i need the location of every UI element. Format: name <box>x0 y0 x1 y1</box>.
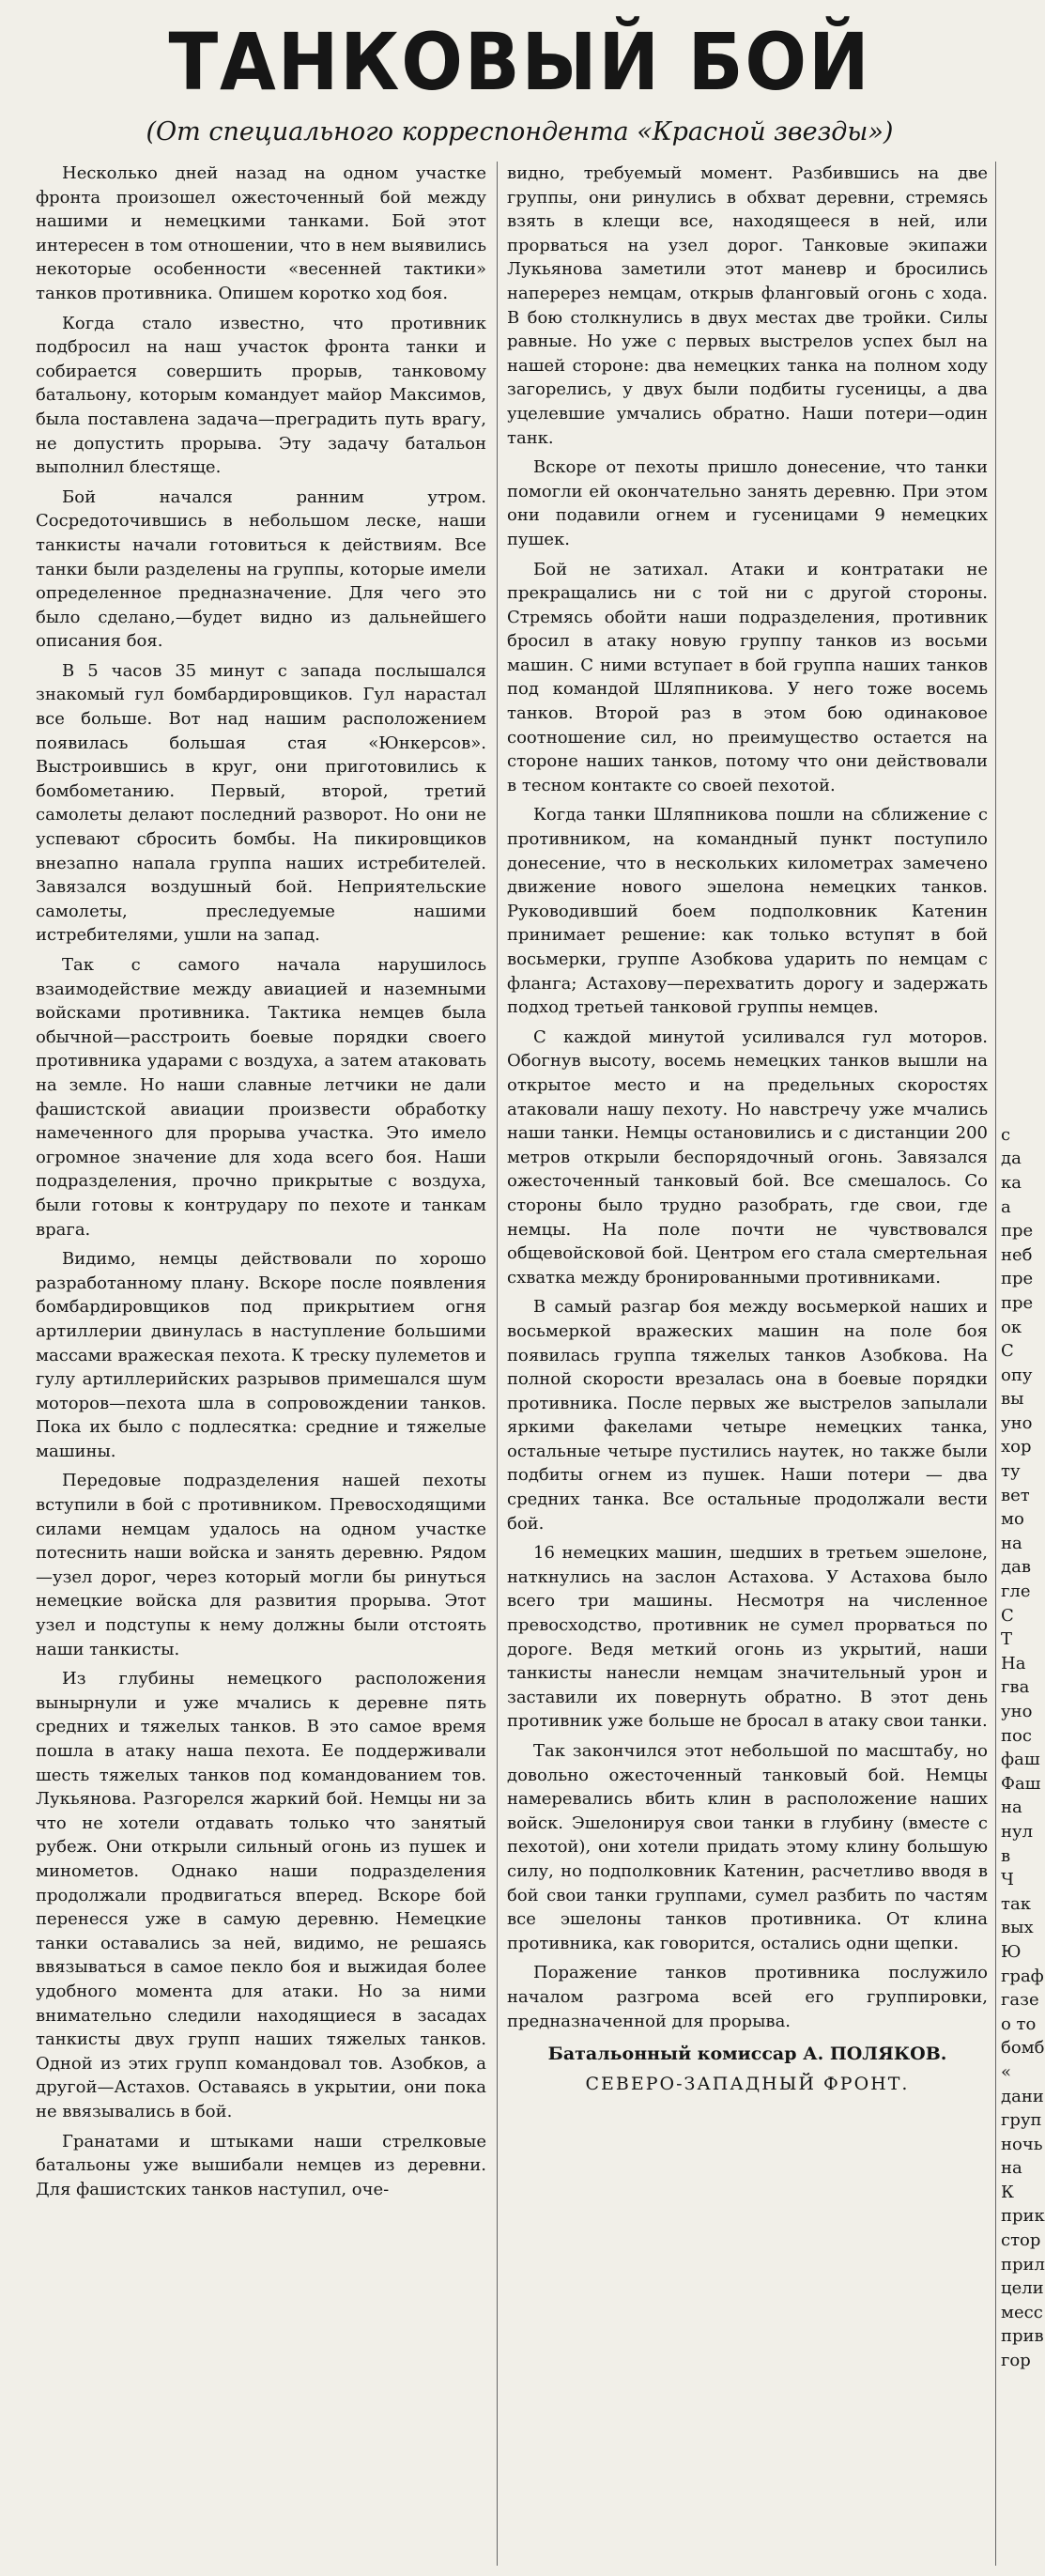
neighbor-fragment-line: дав <box>1001 1557 1031 1578</box>
blank-line <box>1001 810 1039 835</box>
neighbor-fragment-line: нул <box>1001 1821 1034 1842</box>
neighbor-fragment-line: Т <box>1001 1629 1013 1650</box>
column-divider <box>995 162 996 2566</box>
article-column-1 <box>36 162 486 2566</box>
neighbor-fragment-line: ту <box>1001 1461 1021 1482</box>
blank-line <box>1001 858 1039 883</box>
blank-line <box>1001 666 1039 690</box>
blank-line <box>1001 642 1039 667</box>
blank-line <box>1001 209 1039 234</box>
neighbor-fragment-line: цели <box>1001 2278 1044 2299</box>
blank-line <box>1001 715 1039 739</box>
neighbor-fragment-line: неб <box>1001 1244 1033 1265</box>
neighbor-fragment-line: хор <box>1001 1437 1032 1458</box>
blank-line <box>1001 618 1039 642</box>
neighbor-fragment-line: о то <box>1001 2013 1037 2034</box>
neighbor-fragment-line: граф <box>1001 1966 1044 1986</box>
neighbor-fragment-line: вы <box>1001 1389 1024 1410</box>
blank-line <box>1001 1075 1039 1100</box>
blank-line <box>1001 955 1039 979</box>
neighbor-fragment-line: уно <box>1001 1412 1033 1433</box>
blank-line <box>1001 690 1039 715</box>
blank-line <box>1001 570 1039 594</box>
neighbor-fragment-line: с <box>1001 1124 1011 1145</box>
neighbor-fragment-line: С <box>1001 1341 1014 1362</box>
neighbor-fragment-line: вых <box>1001 1918 1034 1938</box>
paragraph: Несколько дней назад на одном участке фронта произошел ожесточенный бой между нашими и немецкими танками. Бой этот интересен в том отношении, что в нем выявились некоторые особенности «весенней тактики» танков противника. Опишем коротко ход боя. <box>36 163 486 303</box>
blank-line <box>1001 234 1039 258</box>
paragraph: видно, требуемый момент. Разбившись на две группы, они ринулись в обхват деревни, стремясь взять в клещи все, находящееся в ней, или прорваться на узел дорог. Танковые экипажи Лукьянова заметили этот маневр и бросились наперерез немцам, открыв фланговый огонь с хода. В бою столкнулись в двух местах две тройки. Силы равные. Но уже с первых выстрелов успех был на нашей стороне: два немецких танка на полном ходу загорелись, у двух были подбиты гусеницы, а два уцелевшие умчались обратно. Наши потери—один танк. <box>507 163 988 448</box>
neighbor-fragment-line: прик <box>1001 2206 1045 2227</box>
blank-line <box>1001 282 1039 306</box>
paragraph: Видимо, немцы действовали по хорошо разработанному плану. Вскоре после появления бомбардировщиков под прикрытием огня артиллерии двинулась в наступление большими массами вражеская пехота. К треску пулеметов и гулу артиллерийских разрывов примешался шум моторов—пехота шла в сопровождении танков. Пока их было с подлесятка: средние и тяжелые машины. <box>36 1249 486 1461</box>
blank-line <box>1001 547 1039 571</box>
dateline: СЕВЕРО-ЗАПАДНЫЙ ФРОНТ. <box>585 2073 910 2094</box>
neighbor-fragment-line: стор <box>1001 2230 1041 2251</box>
neighbor-fragment-line: на <box>1001 2158 1022 2179</box>
column-divider <box>497 162 498 2566</box>
blank-line <box>1001 186 1039 210</box>
neighbor-fragment-line: мо <box>1001 1509 1024 1530</box>
blank-line <box>1001 162 1039 186</box>
neighbor-fragment-line: гле <box>1001 1581 1031 1602</box>
blank-line <box>1001 594 1039 619</box>
blank-line <box>1001 835 1039 859</box>
neighbor-fragment-line: С <box>1001 1605 1014 1626</box>
neighbor-column-fragment <box>1001 162 1045 2566</box>
paragraph: Когда танки Шляпникова пошли на сближение с противником, на командный пункт поступило донесение, что в нескольких километрах замечено движение нового эшелона немецких танков. Руководивший боем подполковник Катенин принимает решение: как только вступят в бой восьмерки, группе Азобкова ударить по немцам с фланга; Астахову—перехватить дорогу и задержать подход третьей танковой группы немцев. <box>507 805 988 1018</box>
paragraph: Так с самого начала нарушилось взаимодействие между авиацией и наземными войсками противника. Тактика немцев была обычной—расстроить боевые порядки своего противника ударами с воздуха, а затем атаковать на земле. Но наши славные летчики не дали фашистской авиации произвести обработку намеченного для прорыва участка. Это имело огромное значение для хода всего боя. Наши подразделения, прочно прикрытые с воздуха, были готовы к контрудару по пехоте и танкам врага. <box>36 955 486 1240</box>
paragraph: Поражение танков противника послужило началом разгрома всей его группировки, предназначенной для прорыва. <box>507 1963 988 2031</box>
paragraph: В самый разгар боя между восьмеркой наших и восьмеркой вражеских машин на поле боя появилась группа тяжелых танков Азобкова. На полной скорости врезалась она в боевые порядки противника. После первых же выстрелов запылали яркими факелами четыре немецких танка, остальные четыре пустились наутек, но также были подбиты огнем из пушек. Наши потери — два средних танка. Все остальные продолжали вести бой. <box>507 1297 988 1534</box>
blank-line <box>1001 738 1039 763</box>
paragraph: Гранатами и штыками наши стрелковые батальоны уже вышибали немцев из деревни. Для фашистских танков наступил, оче- <box>36 2131 486 2199</box>
paragraph: Так закончился этот небольшой по масштабу, но довольно ожесточенный танковый бой. Немцы намеревались вбить клин в расположение наших войск. Эшелонируя свои танки в глубину (вместе с пехотой), они хотели придать этому клину большую силу, но подполковник Катенин, расчетливо вводя в бой свои танки группами, сумел разбить по частям все эшелоны танков противника. От клина противника, как говорится, остались одни щепки. <box>507 1741 988 1953</box>
neighbor-fragment-line: Ч <box>1001 1870 1014 1890</box>
neighbor-fragment-line: Фаш <box>1001 1773 1041 1794</box>
blank-line <box>1001 1051 1039 1075</box>
neighbor-fragment-line: фаш <box>1001 1750 1040 1770</box>
neighbor-fragment-line: ночь <box>1001 2134 1043 2154</box>
neighbor-fragment-line: дани <box>1001 2086 1044 2106</box>
blank-line <box>1001 883 1039 907</box>
paragraph: Бой не затихал. Атаки и контратаки не прекращались ни с той ни с другой стороны. Стремясь обойти наши подразделения, противник бросил в атаку новую группу танков из восьми машин. С ними вступает в бой группа наших танков под командой Шляпникова. У него тоже восемь танков. Второй раз в этом бою одинаковое соотношение сил, но преимущество остается на стороне наших танков, потому что они действовали в тесном контакте со своей пехотой. <box>507 559 988 795</box>
blank-line <box>1001 257 1039 282</box>
neighbor-fragment-line: пос <box>1001 1725 1032 1746</box>
paragraph: В 5 часов 35 минут с запада послышался знакомый гул бомбардировщиков. Гул нарастал все больше. Вот над нашим расположением появилась большая стая «Юнкерсов». Выстроившись в круг, они приготовились к бомбометанию. Первый, второй, третий самолеты делают последний разворот. Но они не успевают сбросить бомбы. На пикировщиков внезапно напала группа наших истребителей. Завязался воздушный бой. Неприятельские самолеты, преследуемые нашими истребителями, ушли на запад. <box>36 660 486 946</box>
blank-line <box>1001 330 1039 354</box>
blank-line <box>1001 354 1039 378</box>
neighbor-fragment-line: ок <box>1001 1317 1022 1337</box>
neighbor-fragment-line: в <box>1001 1845 1011 1866</box>
neighbor-fragment-line: да <box>1001 1149 1022 1169</box>
blank-line <box>1001 931 1039 955</box>
neighbor-fragment-line: На <box>1001 1653 1026 1674</box>
neighbor-fragment-line: прил <box>1001 2254 1045 2275</box>
neighbor-fragment-line: уно <box>1001 1702 1033 1721</box>
paragraph: Из глубины немецкого расположения вынырнули и уже мчались к деревне пять средних и тяжелых танков. В это самое время пошла в атаку наша пехота. Ее поддерживали шесть тяжелых танков под командованием тов. Лукьянова. Разгорелся жаркий бой. Немцы ни за что не хотели отдавать только что занятый рубеж. Они открыли сильный огонь из пушек и минометов. Однако наши подразделения продолжали продвигаться вперед. Вскоре бой перенесся уже в самую деревню. Немецкие танки оставались за ней, видимо, не решаясь ввязываться в самое пекло боя и выжидая более удобного момента для атаки. Но за ними внимательно следили находящиеся в засадах танкисты двух групп наших тяжелых танков. Одной из этих групп командовал тов. Азобков, а другой—Астахов. Оставаясь в укрытии, они пока не ввязывались в бой. <box>36 1669 486 2121</box>
neighbor-fragment-line: К <box>1001 2182 1014 2202</box>
blank-line <box>1001 450 1039 474</box>
blank-line <box>1001 522 1039 547</box>
author-signature: Батальонный комиссар А. ПОЛЯКОВ. <box>547 2044 947 2065</box>
article-subtitle: (От специального корреспондента «Красной звезды») <box>146 117 894 147</box>
paragraph: Когда стало известно, что противник подбросил на наш участок фронта танки и собирается совершить прорыв, танковому батальону, которым командует майор Максимов, была поставлена задача—преградить путь врагу, не допустить прорыва. Эту задачу батальон выполнил блестяще. <box>36 313 486 478</box>
article-column-2 <box>507 162 988 2566</box>
neighbor-fragment-line: так <box>1001 1893 1031 1914</box>
neighbor-fragment-line: гор <box>1001 2351 1031 2371</box>
blank-line <box>1001 763 1039 787</box>
paragraph: С каждой минутой усиливался гул моторов. Обогнув высоту, восемь немецких танков вышли на открытое место и на предельных скоростях атаковали нашу пехоту. Но навстречу уже мчались наши танки. Немцы остановились и с дистанции 200 метров открыли беспорядочный огонь. Завязался ожесточенный танковый бой. Все смешалось. Со стороны было трудно разобрать, где свои, где немцы. На поле почти не чувствовался общевойсковой бой. Центром его стала смертельная схватка между бронированными противниками. <box>507 1026 988 1288</box>
blank-line <box>1001 474 1039 499</box>
neighbor-fragment-line: вет <box>1001 1485 1030 1505</box>
neighbor-fragment-line: ка <box>1001 1172 1022 1193</box>
neighbor-fragment-line: пре <box>1001 1292 1034 1313</box>
blank-line <box>1001 1099 1039 1123</box>
blank-line <box>1001 906 1039 931</box>
paragraph: Вскоре от пехоты пришло донесение, что танки помогли ей окончательно занять деревню. При этом они подавили огнем и гусеницами 9 немецких пушек. <box>507 457 988 549</box>
blank-line <box>1001 378 1039 402</box>
blank-line <box>1001 786 1039 810</box>
neighbor-fragment-line: пре <box>1001 1221 1034 1242</box>
neighbor-fragment-line: на <box>1001 1797 1022 1818</box>
neighbor-fragment-line: бомб <box>1001 2038 1045 2059</box>
neighbor-fragment-line: гва <box>1001 1677 1030 1698</box>
blank-line <box>1001 306 1039 331</box>
neighbor-fragment-line: опу <box>1001 1365 1033 1385</box>
neighbor-fragment-line: месс <box>1001 2302 1043 2322</box>
article-headline: ТАНКОВЫЙ БОЙ <box>168 16 871 108</box>
neighbor-fragment-line: на <box>1001 1533 1022 1553</box>
neighbor-fragment-line: Ю <box>1001 1941 1022 1962</box>
neighbor-fragment-line: прив <box>1001 2326 1044 2347</box>
blank-line <box>1001 498 1039 522</box>
neighbor-fragment-line: « <box>1001 2061 1012 2082</box>
paragraph: Бой начался ранним утром. Сосредоточившись в небольшом леске, наши танкисты начали готовиться к действиям. Все танки были разделены на группы, которые имели определенное предназначение. Для чего это было сделано,—будет видно из дальнейшего описания боя. <box>36 486 486 652</box>
paragraph: Передовые подразделения нашей пехоты вступили в бой с противником. Превосходящими силами немцам удалось на одном участке потеснить наши войска и занять деревню. Рядом—узел дорог, через который могли бы ринуться немецкие войска для развития прорыва. Этот узел и подступы к нему должны были отстоять наши танкисты. <box>36 1471 486 1659</box>
blank-line <box>1001 979 1039 1003</box>
neighbor-fragment-line: а <box>1001 1196 1011 1217</box>
neighbor-fragment-line: груп <box>1001 2110 1042 2131</box>
paragraph: 16 немецких машин, шедших в третьем эшелоне, наткнулись на заслон Астахова. У Астахова было всего три машины. Несмотря на численное превосходство, противник не сумел прорваться по дороге. Ведя меткий огонь из укрытий, наши танкисты нанесли немцам значительный урон и заставили их повернуть обратно. В этот день противник уже больше не бросал в атаку свои танки. <box>507 1543 988 1732</box>
neighbor-fragment-line: пре <box>1001 1269 1034 1289</box>
blank-line <box>1001 1003 1039 1027</box>
neighbor-fragment-line: газе <box>1001 1990 1039 2011</box>
blank-line <box>1001 402 1039 426</box>
blank-line <box>1001 426 1039 451</box>
blank-line <box>1001 1026 1039 1051</box>
